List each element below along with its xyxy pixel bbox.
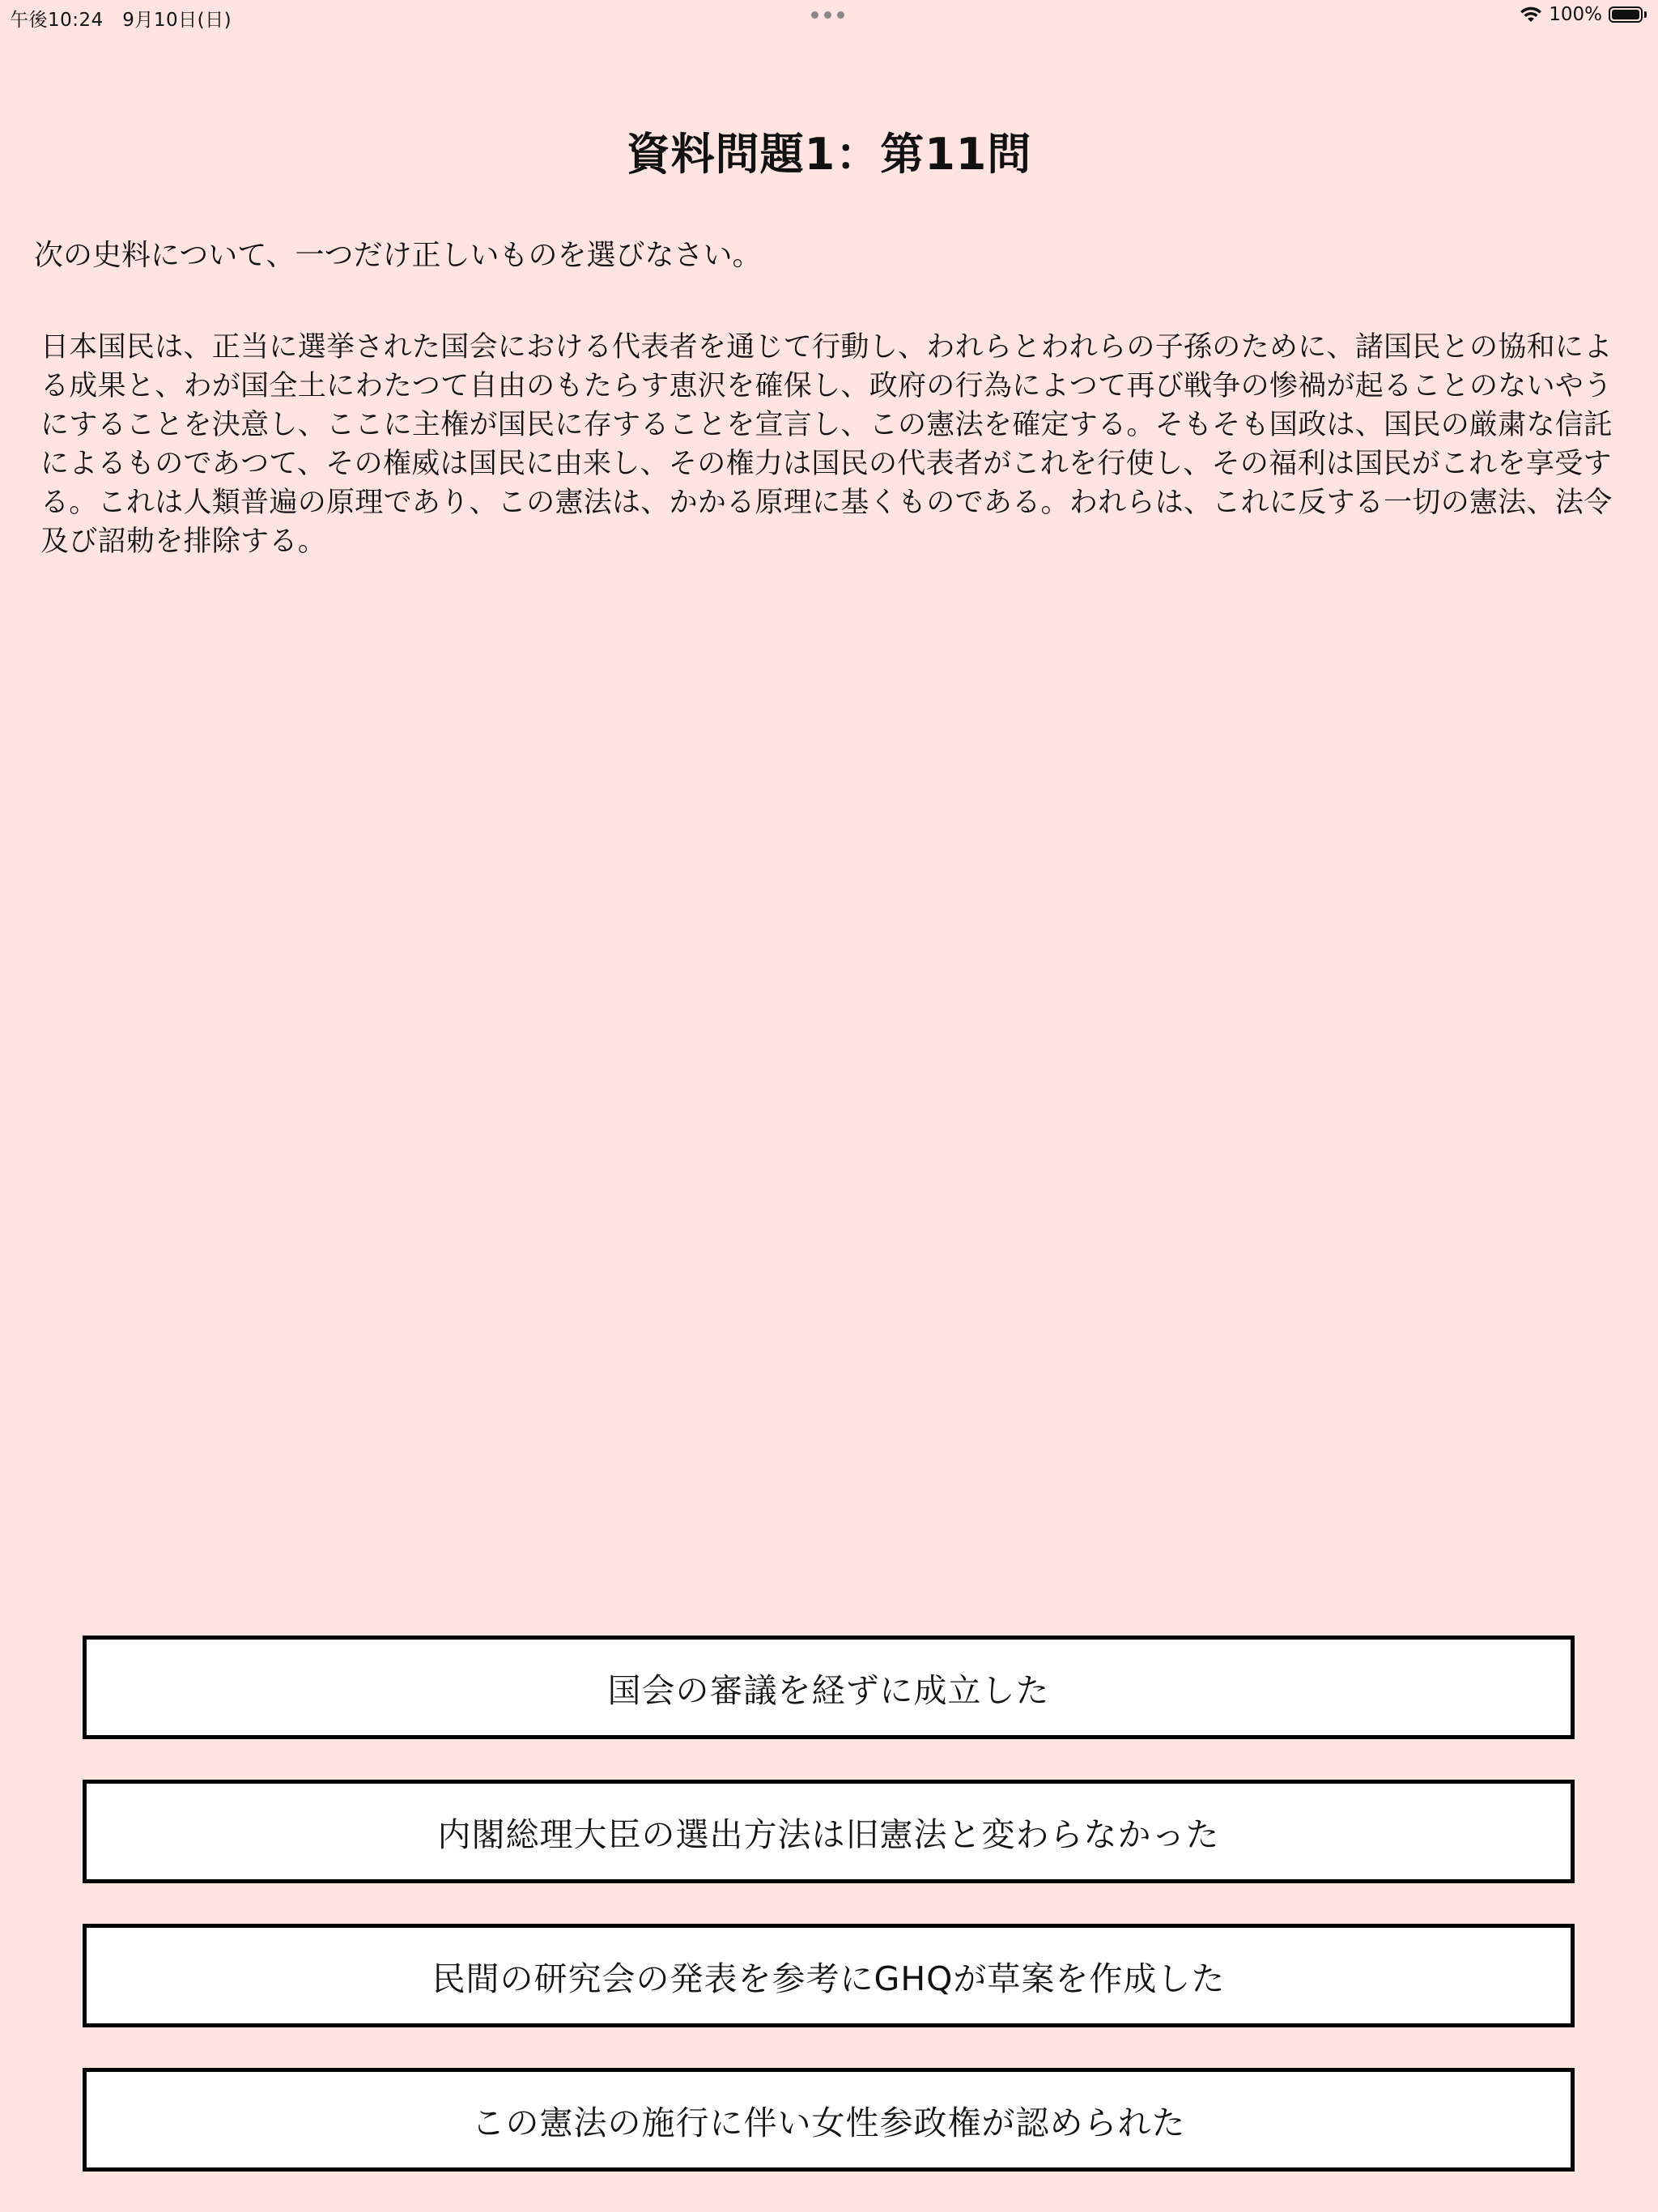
choice-label-2: 内閣総理大臣の選出方法は旧憲法と変わらなかった [437,1814,1220,1854]
battery-icon [1609,6,1647,23]
source-passage: 日本国民は、正当に選挙された国会における代表者を通じて行動し、われらとわれらの子孫のために、諸国民との協和による成果と、わが国全土にわたつて自由のもたらす恵沢を確保し、政府の行為によつて再び戦争の惨禍が起ることのないやうにすることを決意し、ここに主権が国民に存することを宣言し、この憲法を確定する。そもそも国政は、国民の厳粛な信託によるものであつて、その権威は国民に由来し、その権力は国民の代表者がこれを行使し、その福利は国民がこれを享受する。これは人類普遍の原理であり、この憲法は、かかる原理に基くものである。われらは、これに反する一切の憲法、法令及び詔勅を排除する。 [40,331,1613,558]
choice-button-3[interactable] [83,1924,1575,2027]
question-instruction: 次の史料について、一つだけ正しいものを選びなさい。 [34,239,762,272]
wifi-icon [1520,6,1542,23]
choice-label-1: 国会の審議を経ずに成立した [607,1670,1050,1710]
status-time-date: 午後10:24 9月10日(日) [10,10,232,31]
status-bar [0,0,1658,32]
multitask-dots-icon[interactable] [811,11,844,19]
choice-button-1[interactable] [83,1636,1575,1739]
choice-button-2[interactable] [83,1780,1575,1883]
battery-percent: 100% [1549,4,1602,25]
choice-label-3: 民間の研究会の発表を参考にGHQが草案を作成した [432,1959,1226,1998]
choice-button-4[interactable] [83,2068,1575,2172]
status-indicators [1520,4,1647,25]
question-title: 資料問題1：第11問 [626,129,1032,180]
choice-label-4: この憲法の施行に伴い女性参政権が認められた [471,2103,1186,2142]
